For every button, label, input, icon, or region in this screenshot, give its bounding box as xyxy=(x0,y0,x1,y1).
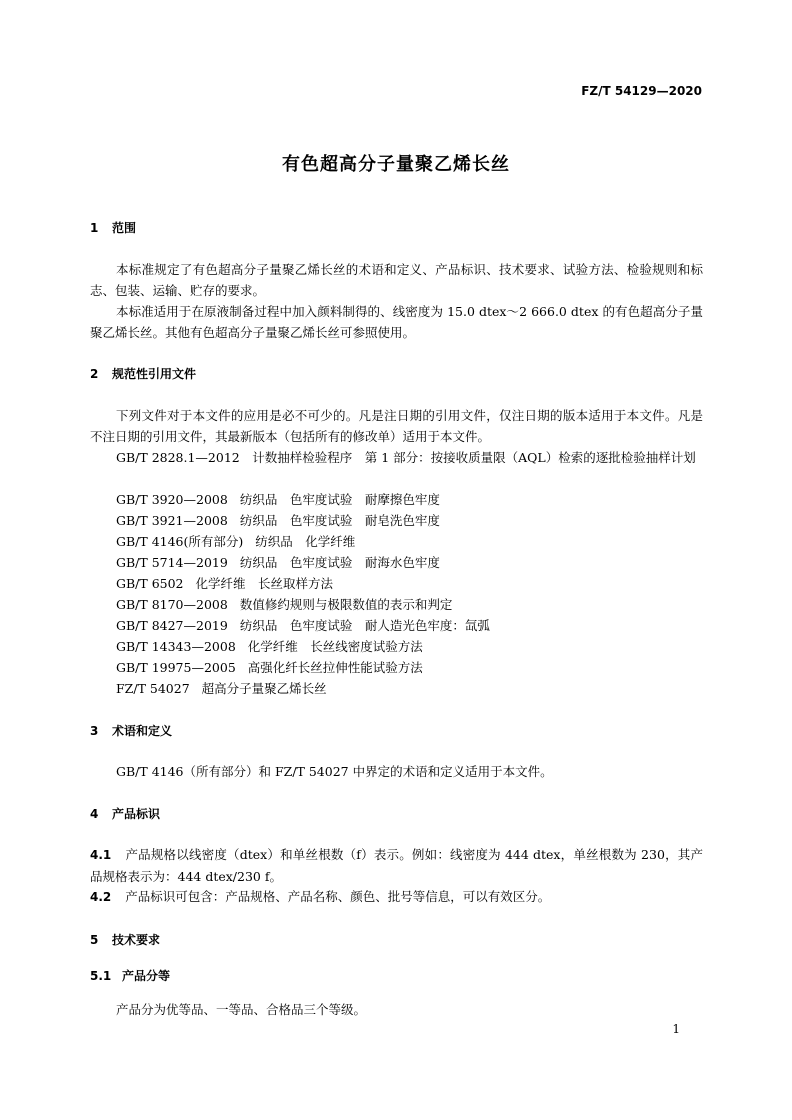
section-title: 产品标识 xyxy=(112,807,161,821)
section-2-intro: 下列文件对于本文件的应用是必不可少的。凡是注日期的引用文件，仅注日期的版本适用于本文件。凡是不注日期的引用文件，其最新版本（包括所有的修改单）适用于本文件。 xyxy=(90,408,703,444)
section-3-text: GB/T 4146（所有部分）和 FZ/T 54027 中界定的术语和定义适用于本文件。 xyxy=(116,764,553,779)
clause-4-1 xyxy=(90,844,703,887)
reference-code: FZ/T 54027 xyxy=(116,681,190,696)
reference-code: GB/T 6502 xyxy=(116,576,184,591)
clause-number: 4.2 xyxy=(90,890,112,904)
reference-name: 化学纤维 长丝线密度试验方法 xyxy=(247,639,423,654)
reference-name: 纺织品 色牢度试验 耐皂洗色牢度 xyxy=(239,513,440,528)
subsection-5-1-heading xyxy=(90,967,170,984)
reference-item xyxy=(116,658,423,676)
section-4-heading xyxy=(90,805,160,822)
section-3-heading xyxy=(90,722,172,739)
section-5-heading xyxy=(90,931,160,948)
section-number: 3 xyxy=(90,724,99,738)
subsection-title: 产品分等 xyxy=(122,969,171,983)
reference-name: 纺织品 色牢度试验 耐人造光色牢度：氙弧 xyxy=(239,618,490,633)
document-title: 有色超高分子量聚乙烯长丝 xyxy=(282,154,510,175)
reference-name: 数值修约规则与极限数值的表示和判定 xyxy=(239,597,453,612)
section-5-1-text: 产品分为优等品、一等品、合格品三个等级。 xyxy=(116,1002,367,1017)
section-1-paragraph-2: 本标准适用于在原液制备过程中加入颜料制得的、线密度为 15.0 dtex～2 666.0 dtex 的有色超高分子量聚乙烯长丝。其他有色超高分子量聚乙烯长丝可参照使用。 xyxy=(90,304,703,340)
reference-item xyxy=(116,637,423,655)
section-title: 技术要求 xyxy=(112,933,161,947)
reference-code: GB/T 3921—2008 xyxy=(116,513,228,528)
reference-name: 化学纤维 长丝取样方法 xyxy=(195,576,334,591)
clause-text: 产品标识可包含：产品规格、产品名称、颜色、批号等信息，可以有效区分。 xyxy=(125,889,551,904)
section-1-heading xyxy=(90,219,136,236)
section-number: 1 xyxy=(90,221,99,235)
reference-code: GB/T 19975—2005 xyxy=(116,660,236,675)
reference-name: 超高分子量聚乙烯长丝 xyxy=(201,681,327,696)
subsection-number: 5.1 xyxy=(90,969,112,983)
section-title: 规范性引用文件 xyxy=(112,367,197,381)
page-number: 1 xyxy=(672,1022,680,1036)
clause-number: 4.1 xyxy=(90,848,112,862)
reference-item xyxy=(116,490,440,508)
reference-item xyxy=(116,616,490,634)
reference-item xyxy=(116,595,452,613)
section-number: 4 xyxy=(90,807,99,821)
reference-name: 纺织品 色牢度试验 耐海水色牢度 xyxy=(239,555,440,570)
reference-item xyxy=(116,679,327,697)
reference-code: GB/T 5714—2019 xyxy=(116,555,228,570)
clause-4-2 xyxy=(90,886,703,908)
section-2-heading xyxy=(90,365,196,382)
reference-code: GB/T 8170—2008 xyxy=(116,597,228,612)
reference-name: 纺织品 色牢度试验 耐摩擦色牢度 xyxy=(239,492,440,507)
reference-code: GB/T 8427—2019 xyxy=(116,618,228,633)
section-title: 范围 xyxy=(112,221,137,235)
section-1-paragraph-1: 本标准规定了有色超高分子量聚乙烯长丝的术语和定义、产品标识、技术要求、试验方法、检验规则和标志、包装、运输、贮存的要求。 xyxy=(90,262,703,298)
reference-code: GB/T 4146(所有部分) xyxy=(116,534,244,549)
reference-item xyxy=(116,553,440,571)
reference-gbt-2828: GB/T 2828.1—2012 计数抽样检验程序 第 1 部分：按接收质量限（AQL）检索的逐批检验抽样计划 xyxy=(116,450,696,465)
standard-code: FZ/T 54129—2020 xyxy=(581,84,702,98)
section-title: 术语和定义 xyxy=(112,724,173,738)
reference-code: GB/T 14343—2008 xyxy=(116,639,236,654)
reference-name: 纺织品 化学纤维 xyxy=(255,534,356,549)
reference-item xyxy=(116,532,355,550)
reference-item xyxy=(116,511,440,529)
section-number: 5 xyxy=(90,933,99,947)
reference-name: 高强化纤长丝拉伸性能试验方法 xyxy=(247,660,423,675)
section-number: 2 xyxy=(90,367,99,381)
reference-item xyxy=(116,574,333,592)
clause-text: 产品规格以线密度（dtex）和单丝根数（f）表示。例如：线密度为 444 dtex，单丝根数为 230，其产品规格表示为：444 dtex/230 f。 xyxy=(90,847,703,884)
reference-code: GB/T 3920—2008 xyxy=(116,492,228,507)
